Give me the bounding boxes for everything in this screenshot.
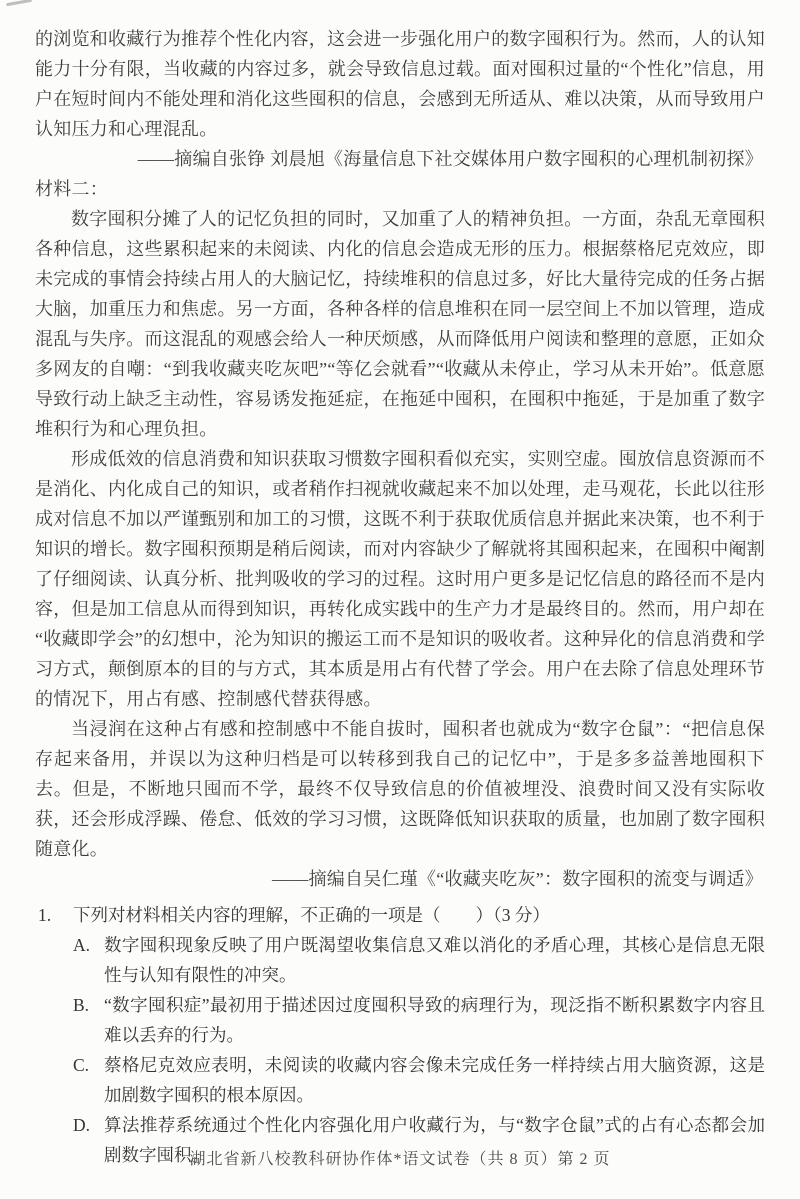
option-a-text: 数字囤积现象反映了用户既渴望收集信息又难以消化的矛盾心理，其核心是信息无限性与认知有限性的冲突。	[104, 935, 765, 985]
option-c-label: C.	[73, 1055, 90, 1075]
question-1	[35, 900, 765, 1170]
option-a	[73, 930, 765, 990]
option-b-label: B.	[73, 995, 90, 1015]
option-b	[73, 990, 765, 1050]
material-two-paragraph-3: 当浸润在这种占有感和控制感中不能自拔时，囤积者也就成为“数字仓鼠”：“把信息保存起来备用，并误以为这种归档是可以转移到我自己的记忆中”，于是多多益善地囤积下去。但是，不断地只囤而不学，最终不仅导致信息的价值被埋没、浪费时间又没有实际收获，还会形成浮躁、倦怠、低效的学习习惯，这既降低知识获取的质量，也加剧了数字囤积随意化。	[35, 719, 765, 859]
question-stem: 下列对材料相关内容的理解，不正确的一项是（ ）（3 分）	[73, 905, 550, 925]
option-c	[73, 1050, 765, 1110]
question-options	[35, 930, 765, 1170]
material-two-source-attribution: ——摘编自吴仁瑾《“收藏夹吃灰”：数字囤积的流变与调适》	[272, 869, 763, 889]
option-b-text: “数字囤积症”最初用于描述因过度囤积导致的病理行为，现泛指不断积累数字内容且难以丢弃的行为。	[104, 995, 765, 1045]
material-two-paragraph-1: 数字囤积分摊了人的记忆负担的同时，又加重了人的精神负担。一方面，杂乱无章囤积各种信息，这些累积起来的未阅读、内化的信息会造成无形的压力。根据蔡格尼克效应，即未完成的事情会持续占用人的大脑记忆，持续堆积的信息过多，好比大量待完成的任务占据大脑，加重压力和焦虑。另一方面，各种各样的信息堆积在同一层空间上不加以管理，造成混乱与失序。而这混乱的观感会给人一种厌烦感，从而降低用户阅读和整理的意愿，正如众多网友的自嘲：“到我收藏夹吃灰吧”“等亿会就看”“收藏从未停止，学习从未开始”。低意愿导致行动上缺乏主动性，容易诱发拖延症，在拖延中囤积，在囤积中拖延，于是加重了数字堆积行为和心理负担。	[35, 209, 765, 439]
page-footer: 湖北省新八校教科研协作体*语文试卷（共 8 页）第 2 页	[189, 1151, 611, 1168]
option-d-label: D.	[73, 1115, 91, 1135]
question-stem-row	[35, 900, 765, 930]
question-number: 1.	[38, 905, 52, 925]
option-c-text: 蔡格尼克效应表明，未阅读的收藏内容会像未完成任务一样持续占用大脑资源，这是加剧数字囤积的根本原因。	[104, 1055, 765, 1105]
material-one-ending-paragraph: 的浏览和收藏行为推荐个性化内容，这会进一步强化用户的数字囤积行为。然而，人的认知能力十分有限，当收藏的内容过多，就会导致信息过载。面对囤积过量的“个性化”信息，用户在短时间内不能处理和消化这些囤积的信息，会感到无所适从、难以决策，从而导致用户认知压力和心理混乱。	[35, 29, 765, 139]
option-a-label: A.	[73, 935, 91, 955]
material-two-label: 材料二：	[35, 179, 108, 199]
material-two-paragraph-2: 形成低效的信息消费和知识获取习惯数字囤积看似充实，实则空虚。囤放信息资源而不是消化、内化成自己的知识，或者稍作扫视就收藏起来不加以处理，走马观花，长此以往形成对信息不加以严谨甄别和加工的习惯，这既不利于获取优质信息并据此来决策，也不利于知识的增长。数字囤积预期是稍后阅读，而对内容缺少了解就将其囤积起来，在囤积中阉割了仔细阅读、认真分析、批判吸收的学习的过程。这时用户更多是记忆信息的路径而不是内容，但是加工信息从而得到知识，再转化成实践中的生产力才是最终目的。然而，用户却在“收藏即学会”的幻想中，沦为知识的搬运工而不是知识的吸收者。这种异化的信息消费和学习方式，颠倒原本的目的与方式，其本质是用占有代替了学会。用户在去除了信息处理环节的情况下，用占有感、控制感代替获得感。	[35, 449, 765, 709]
option-d-text: 算法推荐系统通过个性化内容强化用户收藏行为，与“数字仓鼠”式的占有心态都会加剧数字囤积。	[104, 1115, 765, 1165]
material-one-source-attribution: ——摘编自张铮 刘晨旭《海量信息下社交媒体用户数字囤积的心理机制初探》	[137, 149, 763, 169]
